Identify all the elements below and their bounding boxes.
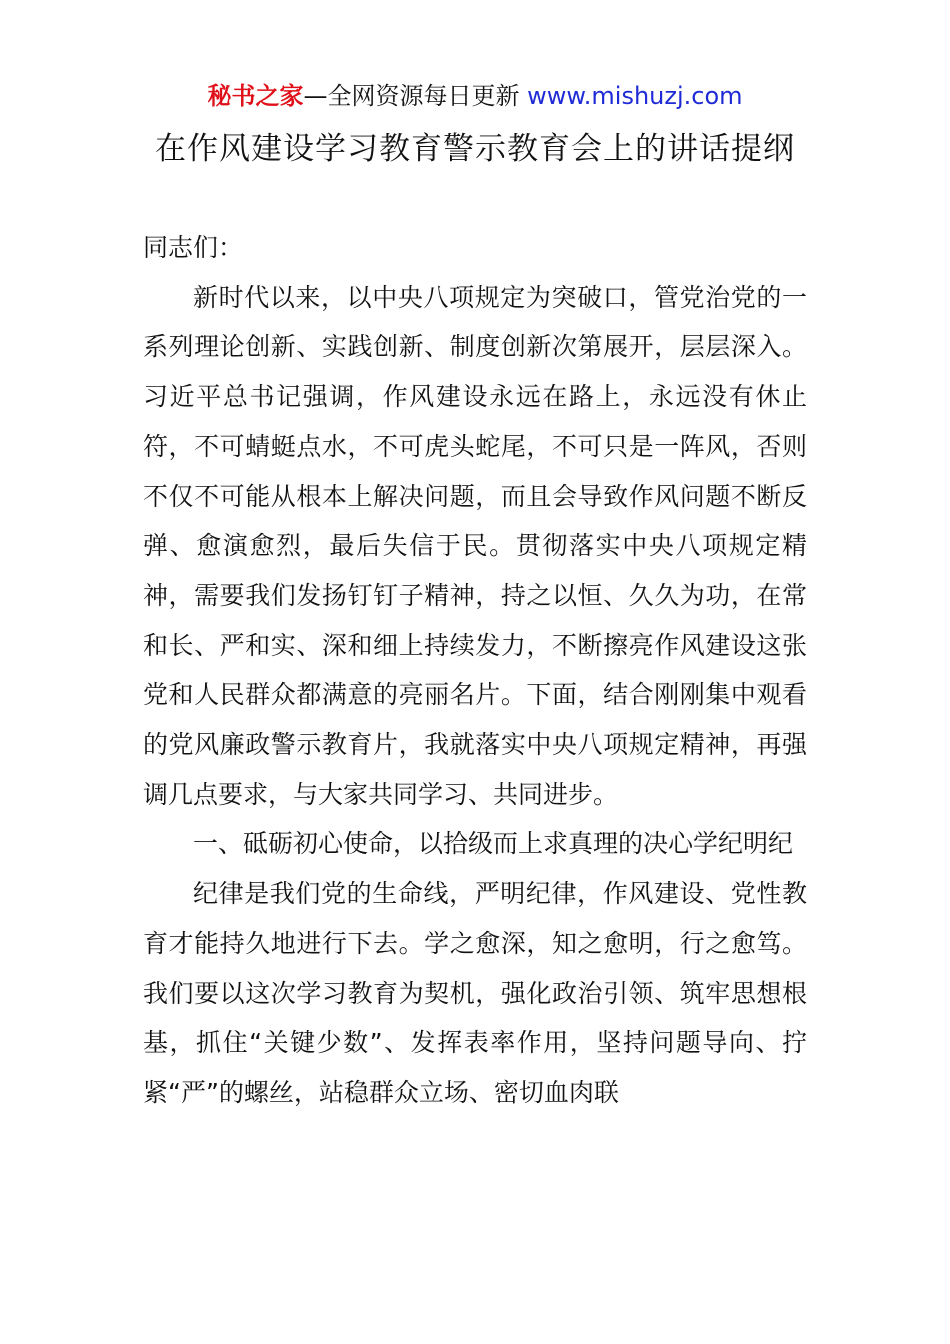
section-1-paragraph: 纪律是我们党的生命线，严明纪律，作风建设、党性教育才能持久地进行下去。学之愈深，知之愈明，行之愈笃。我们要以这次学习教育为契机，强化政治引领、筑牢思想根基，抓住“关键少数”、发挥表率作用，坚持问题导向、拧紧“严”的螺丝，站稳群众立场、密切血肉联 [143,879,807,1107]
intro-paragraph: 新时代以来，以中央八项规定为突破口，管党治党的一系列理论创新、实践创新、制度创新次第展开，层层深入。习近平总书记强调，作风建设永远在路上，永远没有休止符，不可蜻蜓点水，不可虎头蛇尾，不可只是一阵风，否则不仅不可能从根本上解决问题，而且会导致作风问题不断反弹、愈演愈烈，最后失信于民。贯彻落实中央八项规定精神，需要我们发扬钉钉子精神，持之以恒、久久为功，在常和长、严和实、深和细上持续发力，不断擦亮作风建设这张党和人民群众都满意的亮丽名片。下面，结合刚刚集中观看的党风廉政警示教育片，我就落实中央八项规定精神，再强调几点要求，与大家共同学习、共同进步。 [143,282,807,809]
section-heading-1: 一、砥砺初心使命，以拾级而上求真理的决心学纪明纪 [193,829,794,859]
site-header [0,78,950,114]
document-body [143,223,807,1118]
site-brand: 秘书之家 [207,82,304,110]
site-tagline: —全网资源每日更新 [303,82,528,110]
salutation: 同志们： [143,233,244,262]
site-url-link[interactable]: www.mishuzj.com [527,82,743,110]
document-title: 在作风建设学习教育警示教育会上的讲话提纲 [155,131,795,167]
